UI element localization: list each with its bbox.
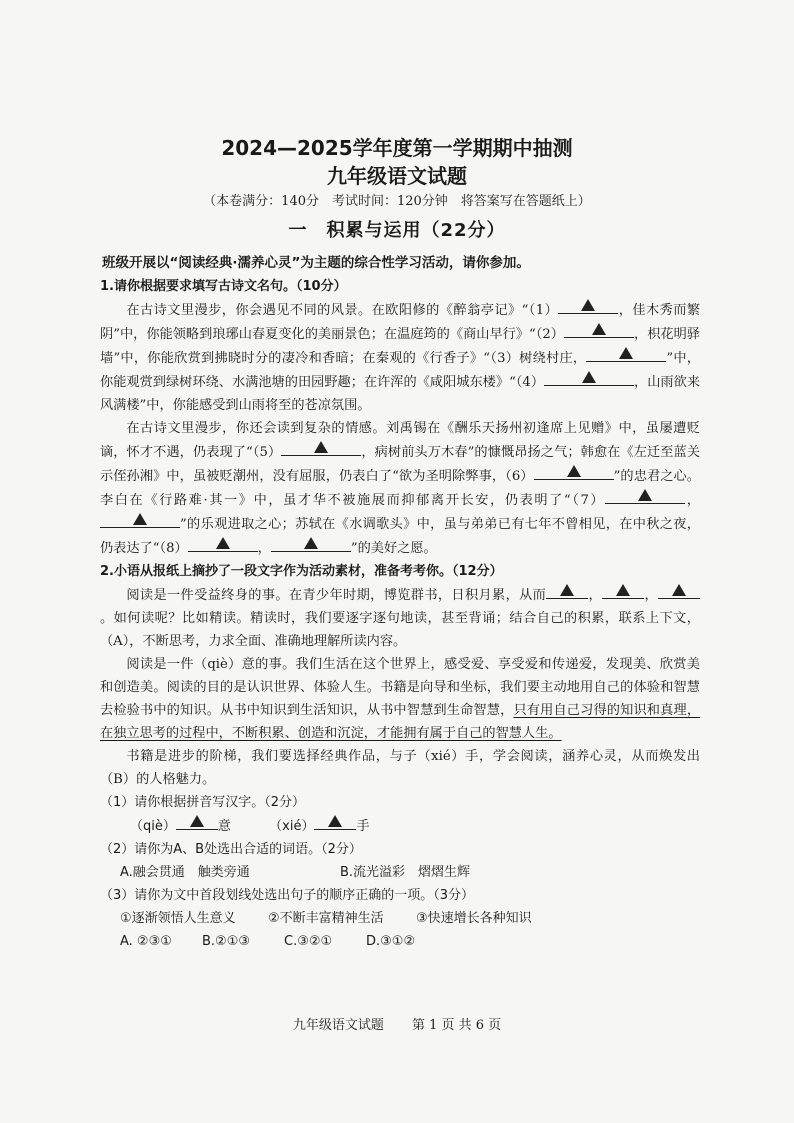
triangle-icon bbox=[638, 489, 652, 501]
option-b: B.流光溢彩 熠熠生辉 bbox=[340, 865, 471, 880]
triangle-icon bbox=[672, 584, 686, 596]
answer-blank[interactable] bbox=[281, 440, 361, 456]
subquestion-3-choices bbox=[100, 930, 700, 953]
triangle-icon bbox=[616, 584, 630, 596]
question-2-paragraph-2: 阅读是一件（qiè）意的事。我们生活在这个世界上，感受爱、享受爱和传递爱，发现美、欣赏美和创造美。阅读的目的是认识世界、体验人生。书籍是向导和坐标，我们要主动地用自己的体验和智慧去检验书中的知识。从书中知识到生活知识，从书中智慧到生命智慧，只有用自己习得的知识和真理，在独立思考的过程中，不断积累、创造和沉淀，才能拥有属于自己的智慧人生。 bbox=[100, 657, 701, 741]
answer-blank[interactable] bbox=[271, 536, 351, 552]
sentence-item: ③快速增长各种知识 bbox=[416, 911, 532, 926]
exam-content bbox=[100, 252, 700, 953]
triangle-icon bbox=[133, 513, 147, 525]
exam-title: 2024—2025学年度第一学期期中抽测 bbox=[221, 136, 573, 160]
answer-blank[interactable] bbox=[558, 298, 618, 314]
choice-d: D.③①② bbox=[366, 934, 416, 949]
section-title: 一 积累与运用（22分） bbox=[288, 220, 506, 241]
triangle-icon bbox=[567, 465, 581, 477]
question-2-title: 2.小语从报纸上摘抄了一段文字作为活动素材，准备考考你。（12分） bbox=[100, 564, 503, 579]
subquestion-1-title: （1）请你根据拼音写汉字。（2分） bbox=[100, 795, 306, 810]
answer-blank[interactable] bbox=[188, 536, 258, 552]
subquestion-3-items bbox=[100, 907, 700, 930]
triangle-icon bbox=[304, 537, 318, 549]
underlined-sentence: 只有用自己习得的知识和真理，在独立思考的过程中，不断积累、创造和沉淀，才能拥有属于自己的智慧人生。 bbox=[100, 703, 701, 741]
answer-blank[interactable] bbox=[544, 370, 634, 386]
triangle-icon bbox=[216, 537, 230, 549]
triangle-icon bbox=[619, 347, 633, 359]
exam-meta: （本卷满分：140分 考试时间：120分钟 将答案写在答题纸上） bbox=[203, 194, 591, 209]
answer-blank[interactable] bbox=[546, 583, 588, 599]
subquestion-2-options bbox=[100, 861, 700, 884]
choice-b: B.②①③ bbox=[202, 934, 251, 949]
triangle-icon bbox=[582, 371, 596, 383]
answer-blank[interactable] bbox=[176, 814, 218, 830]
answer-blank[interactable] bbox=[314, 814, 356, 830]
subquestion-3-title: （3）请你为文中首段划线处选出句子的顺序正确的一项。（3分） bbox=[100, 888, 475, 903]
footer-page-number: 第 1 页 共 6 页 bbox=[411, 1018, 502, 1033]
triangle-icon bbox=[328, 815, 342, 827]
answer-blank[interactable] bbox=[564, 322, 634, 338]
answer-blank[interactable] bbox=[658, 583, 700, 599]
question-1-title: 1.请你根据要求填写古诗文名句。（10分） bbox=[100, 279, 347, 294]
choice-c: C.③②① bbox=[284, 934, 333, 949]
subquestion-1-answers: （qiè） 意 （xié） 手 bbox=[100, 814, 700, 838]
question-2-paragraph-3: 书籍是进步的阶梯，我们要选择经典作品，与子（xié）手，学会阅读，涵养心灵，从而焕发出（B）的人格魅力。 bbox=[100, 749, 700, 787]
question-1-paragraph-1: 在古诗文里漫步，你会遇见不同的风景。在欧阳修的《醉翁亭记》“（1） ，佳木秀而繁阴”中，你能领略到琅琊山春夏变化的美丽景色；在温庭筠的《商山早行》“（2） ，枳花明驿墙”中，你能欣赏到拂晓时分的凄冷和香暗；在秦观的《行香子》“（3）树绕村庄， ”中，你能观赏到绿树环绕、水满池塘的田园野趣；在许浑的《咸阳城东楼》“（4） ，山雨欲来风满楼”中，你能感受到山雨将至的苍凉氛围。 bbox=[100, 298, 700, 417]
subquestion-2-title: （2）请你为A、B处选出合适的词语。（2分） bbox=[100, 842, 362, 857]
triangle-icon bbox=[560, 584, 574, 596]
triangle-icon bbox=[314, 441, 328, 453]
sentence-item: ②不断丰富精神生活 bbox=[268, 911, 384, 926]
question-1-paragraph-2: 在古诗文里漫步，你还会读到复杂的情感。刘禹锡在《酬乐天扬州初逢席上见赠》中，虽屡遭贬谪，怀才不遇，仍表现了“（5） ，病树前头万木春”的慷慨昂扬之气；韩愈在《左迁至蓝关示侄孙湘》中，虽被贬潮州，没有屈服，仍表白了“欲为圣明除弊事，（6） ”的忠君之心。李白在《行路难·其一》中，虽才华不被施展而抑郁离开长安，仍表明了“（7） ， ”的乐观进取之心；苏轼在《水调歌头》中，虽与弟弟已有七年不曾相见，在中秋之夜，仍表达了“（8） ， ”的美好之愿。 bbox=[100, 421, 701, 556]
exam-subtitle: 九年级语文试题 bbox=[327, 164, 467, 188]
answer-blank[interactable] bbox=[602, 583, 644, 599]
activity-intro: 班级开展以“阅读经典·濡养心灵”为主题的综合性学习活动，请你参加。 bbox=[102, 255, 530, 271]
answer-blank[interactable] bbox=[100, 512, 180, 528]
triangle-icon bbox=[190, 815, 204, 827]
question-2-paragraph-1: 阅读是一件受益终身的事。在青少年时期，博览群书，日积月累，从而 ， ， 。如何读呢？比如精读。精读时，我们要逐字逐句地读，甚至背诵；结合自己的积累，联系上下文，（A），不断思考，力求全面、准确地理解所读内容。 bbox=[100, 583, 700, 653]
triangle-icon bbox=[592, 323, 606, 335]
answer-blank[interactable] bbox=[534, 464, 614, 480]
footer-exam-name: 九年级语文试题 bbox=[292, 1018, 384, 1033]
choice-a: A. ②③① bbox=[120, 934, 172, 949]
triangle-icon bbox=[581, 299, 595, 311]
option-a: A.融会贯通 触类旁通 bbox=[120, 865, 250, 880]
answer-blank[interactable] bbox=[605, 488, 685, 504]
page-footer bbox=[0, 1014, 794, 1033]
sentence-item: ①逐渐领悟人生意义 bbox=[120, 911, 236, 926]
answer-blank[interactable] bbox=[586, 346, 666, 362]
